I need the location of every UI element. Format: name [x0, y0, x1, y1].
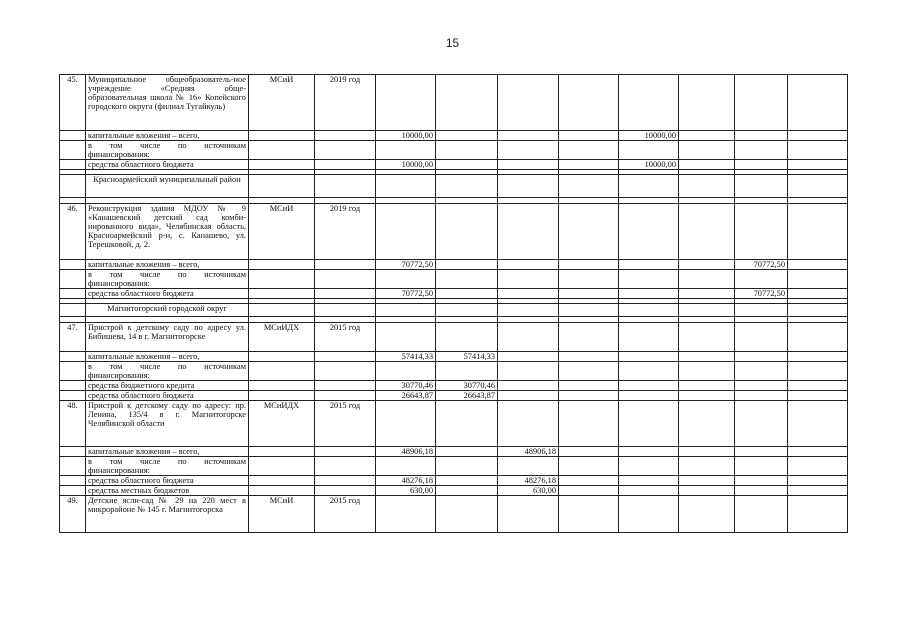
value-cell: 57414,33 — [436, 352, 498, 362]
table-row — [60, 447, 848, 457]
row-label: в том числе по источникам финансирования: — [86, 270, 249, 289]
table-row — [60, 362, 848, 381]
table-row — [60, 175, 848, 198]
object-name: Пристрой к детскому саду по адресу: пр. Ленина, 135/4 в г. Магнитогорске Челябинской области — [86, 401, 249, 447]
table-row — [60, 160, 848, 170]
row-label: средства областного бюджета — [86, 160, 249, 170]
table-row — [60, 289, 848, 299]
value-cell: 630,00 — [376, 486, 436, 496]
row-label: средства областного бюджета — [86, 476, 249, 486]
period: 2019 год — [315, 204, 376, 260]
table-row — [60, 131, 848, 141]
row-label: капитальные вложения – всего, — [86, 352, 249, 362]
table-row — [60, 323, 848, 352]
value-cell: 57414,33 — [376, 352, 436, 362]
row-label: в том числе по источникам финансирования: — [86, 141, 249, 160]
value-cell: 70772,50 — [376, 289, 436, 299]
value-cell: 30770,46 — [436, 381, 498, 391]
value-cell: 10000,00 — [619, 131, 679, 141]
value-cell: 48906,18 — [498, 447, 559, 457]
row-label: средства бюджетного кредита — [86, 381, 249, 391]
executor: МСиИ — [249, 204, 315, 260]
value-cell: 26643,87 — [376, 391, 436, 401]
row-label: в том числе по источникам финансирования: — [86, 362, 249, 381]
row-label: капитальные вложения – всего, — [86, 260, 249, 270]
table-row — [60, 270, 848, 289]
table-row — [60, 401, 848, 447]
row-label: средства областного бюджета — [86, 289, 249, 299]
object-name: Реконструкция здания МДОУ № 9 «Канашевский детский сад комби-нированного вида», Челябинская область, Красноармейский р-н, с. Канашево, ул. Терешковой, д. 2. — [86, 204, 249, 260]
table-row — [60, 352, 848, 362]
value-cell: 70772,50 — [735, 289, 788, 299]
table-row — [60, 381, 848, 391]
table-row — [60, 75, 848, 131]
value-cell: 30770,46 — [376, 381, 436, 391]
value-cell: 630,00 — [498, 486, 559, 496]
period: 2015 год — [315, 401, 376, 447]
executor: МСиИ — [249, 75, 315, 131]
row-number: 45. — [60, 75, 86, 131]
row-label: капитальные вложения – всего, — [86, 447, 249, 457]
period: 2015 год — [315, 323, 376, 352]
table-row — [60, 204, 848, 260]
object-name: Детские ясли-сад № 29 на 220 мест в микрорайоне № 145 г. Магнитогорска — [86, 496, 249, 533]
row-label: в том числе по источникам финансирования: — [86, 457, 249, 476]
table-row — [60, 457, 848, 476]
row-label: средства областного бюджета — [86, 391, 249, 401]
row-number: 46. — [60, 204, 86, 260]
page-number: 15 — [445, 36, 460, 50]
table-row — [60, 260, 848, 270]
region-heading: Красноармейский муниципальный район — [86, 175, 249, 198]
value-cell: 26643,87 — [436, 391, 498, 401]
table-row — [60, 476, 848, 486]
row-label: средства местных бюджетов — [86, 486, 249, 496]
value-cell: 10000,00 — [376, 131, 436, 141]
value-cell: 10000,00 — [619, 160, 679, 170]
object-name: Муниципальное общеобразователь-ное учреждение «Средняя обще-образовательная школа № 16» Копейского городского округа (филиал Тугайкуль) — [86, 75, 249, 131]
value-cell: 48906,18 — [376, 447, 436, 457]
table-row — [60, 304, 848, 317]
investment-table — [59, 74, 848, 533]
executor: МСиИ — [249, 496, 315, 533]
region-heading: Магнитогорский городской округ — [86, 304, 249, 317]
executor: МСиИДХ — [249, 323, 315, 352]
row-number: 47. — [60, 323, 86, 352]
value-cell: 48276,18 — [498, 476, 559, 486]
executor: МСиИДХ — [249, 401, 315, 447]
table-row — [60, 486, 848, 496]
object-name: Пристрой к детскому саду по адресу ул. Бибишева, 14 в г. Магнитогорске — [86, 323, 249, 352]
period: 2019 год — [315, 75, 376, 131]
period: 2015 год — [315, 496, 376, 533]
table-row — [60, 141, 848, 160]
table-row — [60, 496, 848, 533]
value-cell: 10000,00 — [376, 160, 436, 170]
row-number: 49. — [60, 496, 86, 533]
value-cell: 70772,50 — [735, 260, 788, 270]
row-label: капитальные вложения – всего, — [86, 131, 249, 141]
value-cell: 70772,50 — [376, 260, 436, 270]
value-cell: 48276,18 — [376, 476, 436, 486]
table-row — [60, 391, 848, 401]
row-number: 48. — [60, 401, 86, 447]
